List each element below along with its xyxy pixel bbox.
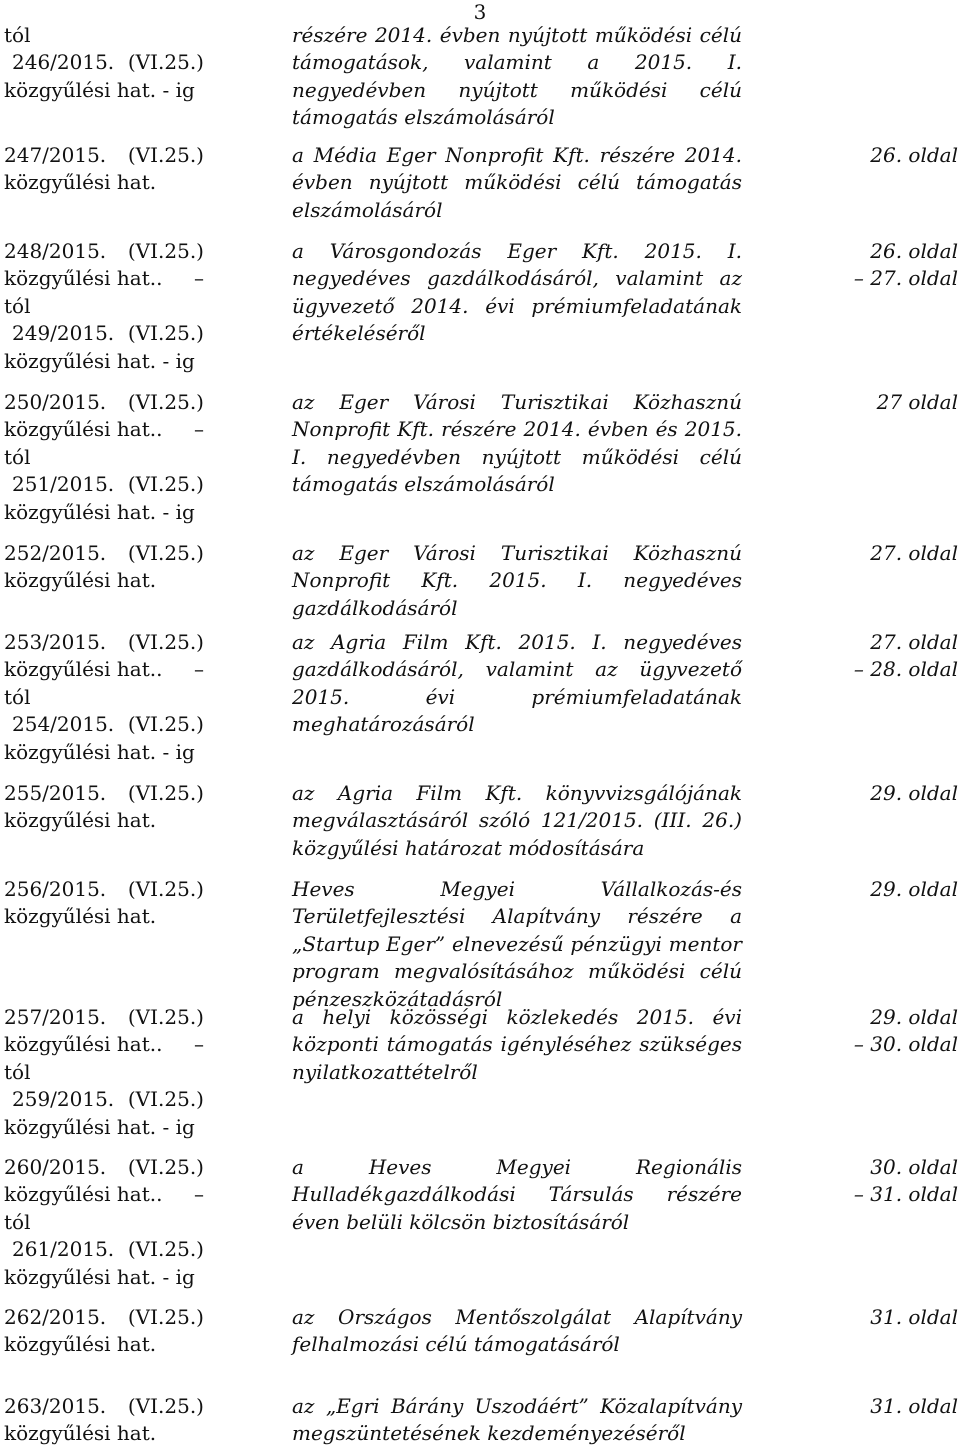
resolution-title: az „Egri Bárány Uszodáért” Közalapítvány megszüntetésének kezdeményezéséről [292, 1394, 742, 1446]
reference-line [4, 1154, 204, 1181]
reference-part: 255/2015. [4, 781, 107, 805]
reference-line: tól [4, 1209, 31, 1234]
page-reference-line: – 27. oldal [853, 266, 958, 291]
reference-line: közgyűlési hat. - ig [4, 348, 195, 373]
reference-line [4, 142, 204, 169]
resolution-title: az Eger Városi Turisztikai Közhasznú Nonprofit Kft. 2015. I. negyedéves gazdálkodásáról [292, 541, 742, 620]
page-reference [818, 780, 958, 807]
page-reference-line: 27. oldal [870, 630, 958, 654]
reference-part: 253/2015. [4, 630, 107, 654]
page-reference [818, 876, 958, 903]
reference-part: 254/2015. [12, 712, 115, 737]
reference-line: tól [4, 444, 31, 469]
reference-line: közgyűlési hat. [4, 1332, 157, 1357]
reference-part: 261/2015. [12, 1237, 115, 1262]
resolution-reference [4, 1004, 204, 1141]
reference-line [4, 238, 204, 265]
reference-part: 257/2015. [4, 1005, 107, 1029]
page-reference-line: 29. oldal [870, 1005, 958, 1029]
reference-line [4, 780, 204, 807]
page-reference [818, 540, 958, 567]
reference-part: 250/2015. [4, 390, 107, 414]
resolution-title: az Országos Mentőszolgálat Alapítvány felhalmozási célú támogatásáról [292, 1305, 742, 1357]
page-reference-line: 27. oldal [870, 541, 958, 565]
resolution-reference [4, 1304, 204, 1359]
reference-line [4, 540, 204, 567]
reference-line [4, 876, 204, 903]
reference-part: 251/2015. [12, 472, 115, 497]
reference-line: közgyűlési hat. - ig [4, 499, 195, 524]
reference-dash: – [194, 266, 204, 291]
reference-line [4, 1031, 204, 1058]
page-reference [818, 389, 958, 416]
resolution-title: Heves Megyei Vállalkozás-és Területfejlesztési Alapítvány részére a „Startup Eger” elnevezésű pénzügyi mentor program megvalósításához működési célú pénzeszközátadásról [292, 877, 742, 1011]
resolution-reference [4, 780, 204, 835]
reference-line: közgyűlési hat. [4, 170, 157, 195]
page-reference-line: – 28. oldal [853, 657, 958, 682]
resolution-reference [4, 142, 204, 197]
reference-part: (VI.25.) [127, 1237, 204, 1262]
resolution-title: az Eger Városi Turisztikai Közhasznú Nonprofit Kft. részére 2014. évben és 2015. I. negyedévben nyújtott működési célú támogatás elszámolásáról [292, 390, 742, 497]
page-reference-line: 29. oldal [870, 781, 958, 805]
reference-line: közgyűlési hat. [4, 1421, 157, 1446]
resolution-title: a Városgondozás Eger Kft. 2015. I. negyedéves gazdálkodásáról, valamint az ügyvezető 2014. évi prémiumfeladatának értékeléséről [292, 239, 742, 346]
reference-part: közgyűlési hat.. [4, 1182, 163, 1207]
reference-line [4, 1304, 204, 1331]
page-reference [818, 1004, 958, 1059]
reference-part: (VI.25.) [127, 1155, 204, 1179]
page-reference [818, 1154, 958, 1209]
resolution-reference [4, 238, 204, 375]
reference-line [4, 389, 204, 416]
page-reference-line: 27 oldal [876, 390, 958, 414]
resolution-reference [4, 629, 204, 766]
resolution-title: a Heves Megyei Regionális Hulladékgazdálkodási Társulás részére éven belüli kölcsön biztosításáról [292, 1155, 742, 1234]
reference-line [4, 1236, 204, 1263]
resolution-reference [4, 1154, 204, 1291]
resolution-title: az Agria Film Kft. 2015. I. negyedéves gazdálkodásáról, valamint az ügyvezető 2015. évi prémiumfeladatának meghatározásáról [292, 630, 742, 737]
reference-line [4, 49, 204, 76]
reference-part: 248/2015. [4, 239, 107, 263]
page-reference-line: 31. oldal [870, 1394, 958, 1418]
reference-dash: – [194, 1182, 204, 1207]
reference-part: 247/2015. [4, 143, 107, 167]
reference-part: (VI.25.) [127, 472, 204, 497]
reference-line: közgyűlési hat. - ig [4, 739, 195, 764]
reference-part: 263/2015. [4, 1394, 107, 1418]
reference-part: közgyűlési hat.. [4, 266, 163, 291]
reference-line: közgyűlési hat. - ig [4, 77, 195, 102]
page-reference-line: 31. oldal [870, 1305, 958, 1329]
reference-dash: – [194, 1032, 204, 1057]
reference-line: közgyűlési hat. [4, 904, 157, 929]
page-reference-line: – 31. oldal [853, 1182, 958, 1207]
resolution-title: a helyi közösségi közlekedés 2015. évi központi támogatás igényléséhez szükséges nyilatkozattételről [292, 1005, 742, 1084]
reference-line [4, 1393, 204, 1420]
reference-line: tól [4, 1059, 31, 1084]
reference-line: közgyűlési hat. [4, 568, 157, 593]
reference-part: (VI.25.) [127, 1087, 204, 1112]
resolution-reference [4, 540, 204, 595]
reference-part: közgyűlési hat.. [4, 417, 163, 442]
page-reference [818, 142, 958, 169]
reference-part: 246/2015. [12, 50, 115, 75]
page-reference [818, 1304, 958, 1331]
reference-line [4, 416, 204, 443]
resolution-title: részére 2014. évben nyújtott működési célú támogatások, valamint a 2015. I. negyedévben nyújtott működési célú támogatás elszámolásáról [292, 23, 742, 130]
resolution-reference [4, 876, 204, 931]
page-reference [818, 1393, 958, 1420]
page-reference-line: 30. oldal [870, 1155, 958, 1179]
reference-part: (VI.25.) [127, 877, 204, 901]
reference-line [4, 629, 204, 656]
reference-part: (VI.25.) [127, 630, 204, 654]
reference-part: (VI.25.) [127, 50, 204, 75]
reference-part: (VI.25.) [127, 1005, 204, 1029]
reference-part: 260/2015. [4, 1155, 107, 1179]
page-reference-line: 29. oldal [870, 877, 958, 901]
resolution-title: az Agria Film Kft. könyvvizsgálójának megválasztásáról szóló 121/2015. (III. 26.) közgyűlési határozat módosítására [292, 781, 742, 860]
reference-line [4, 1181, 204, 1208]
reference-line [4, 265, 204, 292]
reference-part: (VI.25.) [127, 239, 204, 263]
reference-line [4, 1004, 204, 1031]
reference-part: (VI.25.) [127, 1305, 204, 1329]
reference-line [4, 1086, 204, 1113]
reference-part: közgyűlési hat.. [4, 657, 163, 682]
reference-line: közgyűlési hat. - ig [4, 1264, 195, 1289]
reference-line: tól [4, 293, 31, 318]
reference-part: közgyűlési hat.. [4, 1032, 163, 1057]
reference-line: közgyűlési hat. [4, 808, 157, 833]
page-reference-line: 26. oldal [870, 239, 958, 263]
reference-part: 252/2015. [4, 541, 107, 565]
reference-line [4, 711, 204, 738]
resolution-title: a Média Eger Nonprofit Kft. részére 2014. évben nyújtott működési célú támogatás elszámolásáról [292, 143, 742, 222]
reference-line [4, 320, 204, 347]
reference-line [4, 471, 204, 498]
reference-part: (VI.25.) [127, 1394, 204, 1418]
reference-part: (VI.25.) [127, 541, 204, 565]
reference-part: (VI.25.) [127, 390, 204, 414]
reference-line: közgyűlési hat. - ig [4, 1114, 195, 1139]
page-reference-line: – 30. oldal [853, 1032, 958, 1057]
reference-dash: – [194, 657, 204, 682]
resolution-reference [4, 22, 204, 104]
reference-line: tól [4, 684, 31, 709]
resolution-reference [4, 1393, 204, 1448]
reference-line: tól [4, 23, 31, 47]
reference-part: (VI.25.) [127, 321, 204, 346]
page-number: 3 [473, 0, 487, 24]
reference-part: (VI.25.) [127, 712, 204, 737]
reference-part: 249/2015. [12, 321, 115, 346]
reference-part: 256/2015. [4, 877, 107, 901]
reference-part: (VI.25.) [127, 781, 204, 805]
reference-part: 259/2015. [12, 1087, 115, 1112]
reference-dash: – [194, 417, 204, 442]
page-reference [818, 238, 958, 293]
reference-part: (VI.25.) [127, 143, 204, 167]
page-reference [818, 629, 958, 684]
page-reference-line: 26. oldal [870, 143, 958, 167]
reference-line [4, 656, 204, 683]
reference-part: 262/2015. [4, 1305, 107, 1329]
resolution-reference [4, 389, 204, 526]
